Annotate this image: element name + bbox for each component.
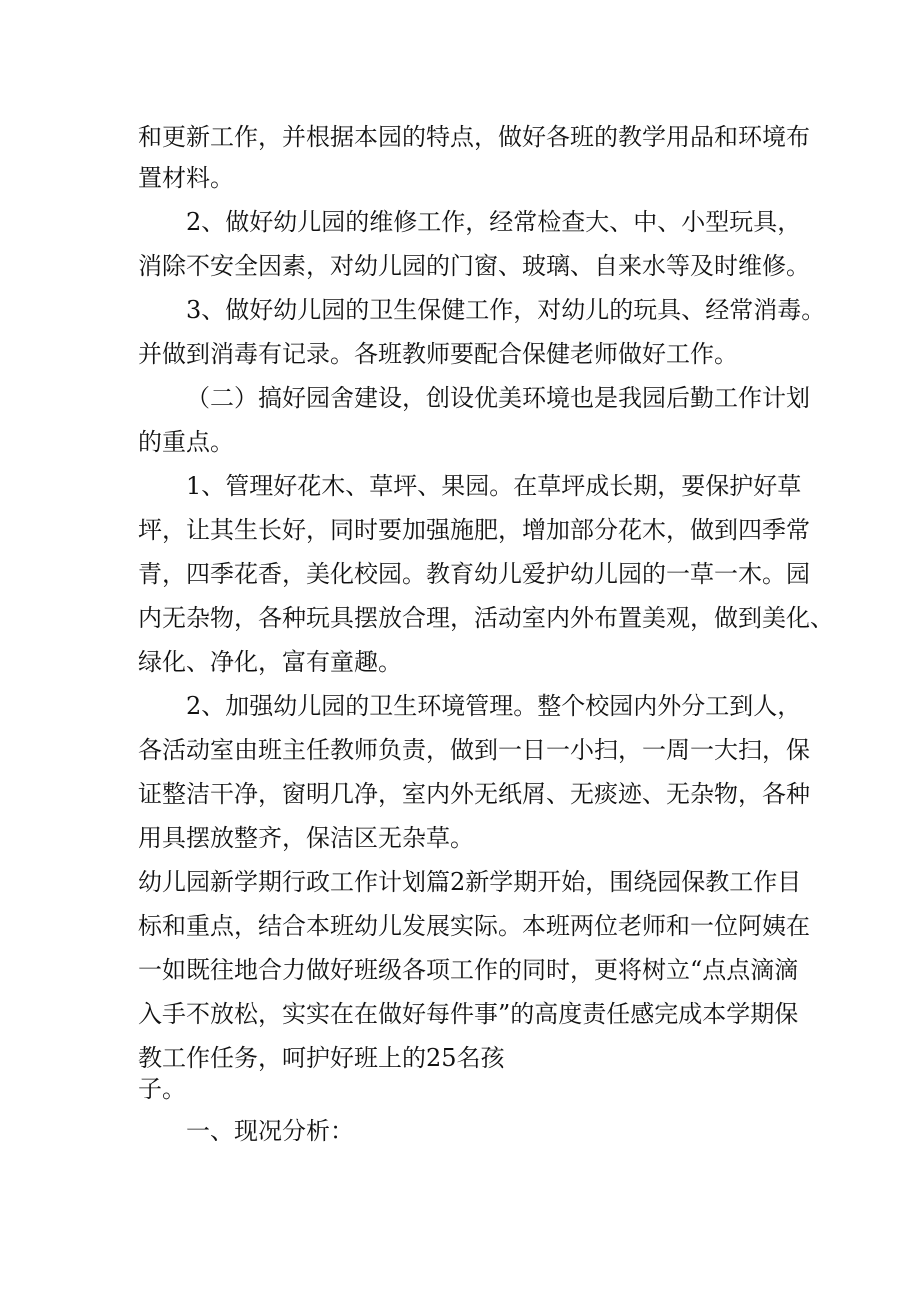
text-line: 青，四季花香，美化校园。教育幼儿爱护幼儿园的一草一木。园 (138, 560, 810, 588)
text-line: 和更新工作，并根据本园的特点，做好各班的教学用品和环境布 (138, 123, 810, 151)
text-line: 坪，让其生长好，同时要加强施肥，增加部分花木，做到四季常 (138, 516, 810, 544)
text-line: 入手不放松，实实在在做好每件事”的高度责任感完成本学期保 (138, 1000, 799, 1028)
text-line: 消除不安全因素，对幼儿园的门窗、玻璃、自来水等及时维修。 (138, 252, 810, 280)
text-line: 内无杂物，各种玩具摆放合理，活动室内外布置美观，做到美化、 (138, 604, 834, 632)
text-line: 置材料。 (138, 164, 234, 192)
text-line: 2、做好幼儿园的维修工作，经常检查大、中、小型玩具， (186, 208, 802, 236)
text-line: 的重点。 (138, 428, 234, 456)
text-line: 标和重点，结合本班幼儿发展实际。本班两位老师和一位阿姨在 (138, 912, 810, 940)
section-heading: 一、现况分析： (186, 1117, 354, 1145)
text-line: 3、做好幼儿园的卫生保健工作，对幼儿的玩具、经常消毒。 (186, 296, 826, 324)
text-line: 教工作任务，呵护好班上的25名孩 (138, 1044, 505, 1072)
text-line: 一如既往地合力做好班级各项工作的同时，更将树立“点点滴滴 (138, 956, 799, 984)
text-line: 用具摆放整齐，保洁区无杂草。 (138, 824, 474, 852)
text-line: （二）搞好园舍建设，创设优美环境也是我园后勤工作计划 (186, 384, 810, 412)
text-line: 绿化、净化，富有童趣。 (138, 648, 402, 676)
text-line: 1、管理好花木、草坪、果园。在草坪成长期，要保护好草 (186, 472, 802, 500)
text-line: 并做到消毒有记录。各班教师要配合保健老师做好工作。 (138, 340, 738, 368)
text-line: 2、加强幼儿园的卫生环境管理。整个校园内外分工到人， (186, 692, 802, 720)
text-line: 幼儿园新学期行政工作计划篇2新学期开始，围绕园保教工作目 (138, 868, 802, 896)
text-line: 证整洁干净，窗明几净，室内外无纸屑、无痰迹、无杂物，各种 (138, 780, 810, 808)
text-line: 子。 (138, 1075, 186, 1103)
text-line: 各活动室由班主任教师负责，做到一日一小扫，一周一大扫，保 (138, 736, 810, 764)
